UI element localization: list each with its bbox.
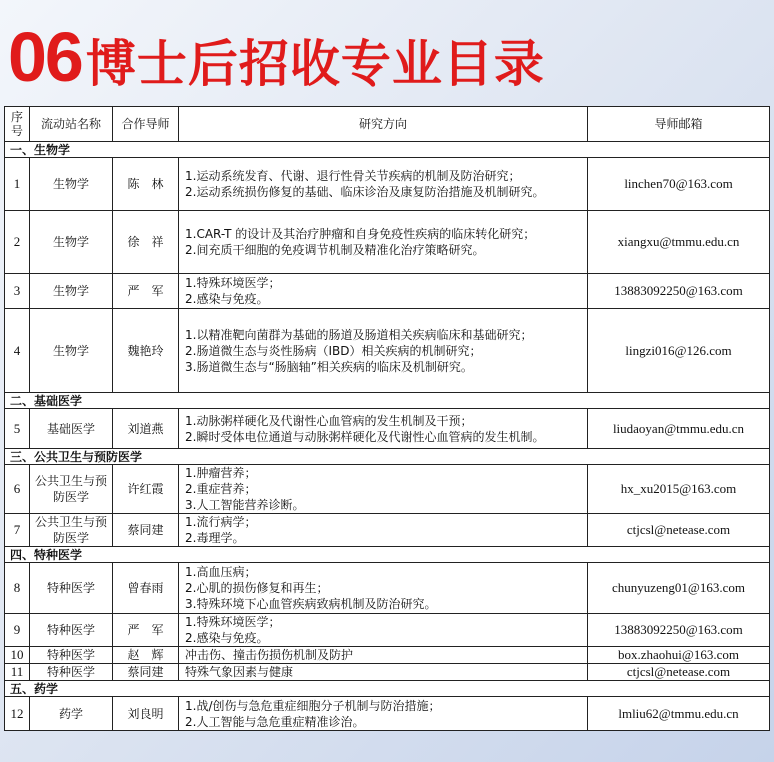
- row-station: 生物学: [30, 274, 113, 309]
- row-directions: [179, 309, 588, 393]
- row-advisor: 刘良明: [113, 697, 179, 731]
- row-station: 药学: [30, 697, 113, 731]
- row-index: 12: [5, 697, 30, 731]
- row-index: 11: [5, 664, 30, 681]
- direction-line: 1.战/创伤与急危重症细胞分子机制与防治措施；: [185, 698, 441, 713]
- direction-line: 3.特殊环境下心血管疾病致病机制及防治研究。: [185, 597, 437, 611]
- table-row: [5, 514, 770, 547]
- title-text: 博士后招收专业目录: [85, 35, 545, 93]
- table-row: [5, 211, 770, 274]
- row-email: ctjcsl@netease.com: [588, 514, 770, 547]
- catalog-table: [4, 106, 770, 731]
- direction-line: 2.间充质干细胞的免疫调节机制及精准化治疗策略研究。: [185, 243, 485, 257]
- section-row: [5, 449, 770, 465]
- row-directions: [179, 274, 588, 309]
- row-station: 特种医学: [30, 647, 113, 664]
- page-title: [8, 18, 545, 102]
- row-directions: [179, 647, 588, 664]
- row-advisor: 蔡同建: [113, 514, 179, 547]
- direction-line: 2.肠道微生态与炎性肠病（IBD）相关疾病的机制研究；: [185, 343, 482, 358]
- header-email: 导师邮箱: [588, 107, 770, 142]
- row-index: 7: [5, 514, 30, 547]
- direction-line: 1.肿瘤营养；: [185, 466, 257, 480]
- row-advisor: 陈 林: [113, 158, 179, 211]
- row-advisor: 徐 祥: [113, 211, 179, 274]
- direction-line: 2.人工智能与急危重症精准诊治。: [185, 714, 365, 729]
- row-advisor: 严 军: [113, 274, 179, 309]
- row-directions: [179, 614, 588, 647]
- row-directions: [179, 697, 588, 731]
- row-index: 9: [5, 614, 30, 647]
- direction-line: 1.特殊环境医学；: [185, 615, 281, 629]
- table-row: [5, 465, 770, 514]
- direction-line: 2.感染与免疫。: [185, 292, 269, 306]
- direction-line: 2.重症营养；: [185, 482, 257, 496]
- table-row: [5, 309, 770, 393]
- section-row: [5, 681, 770, 697]
- direction-line: 2.心肌的损伤修复和再生；: [185, 581, 329, 595]
- row-station: 生物学: [30, 211, 113, 274]
- row-station: 特种医学: [30, 563, 113, 614]
- row-index: 10: [5, 647, 30, 664]
- header-index: 序号: [5, 107, 30, 142]
- row-advisor: 蔡同建: [113, 664, 179, 681]
- row-directions: [179, 158, 588, 211]
- row-advisor: 刘道燕: [113, 409, 179, 449]
- row-email: liudaoyan@tmmu.edu.cn: [588, 409, 770, 449]
- direction-line: 1.特殊环境医学；: [185, 276, 281, 290]
- row-email: linchen70@163.com: [588, 158, 770, 211]
- direction-line: 1.运动系统发育、代谢、退行性骨关节疾病的机制及防治研究；: [185, 169, 521, 183]
- row-advisor: 许红霞: [113, 465, 179, 514]
- direction-line: 2.毒理学。: [185, 531, 245, 545]
- row-station: 特种医学: [30, 614, 113, 647]
- row-index: 4: [5, 309, 30, 393]
- header-direction: 研究方向: [179, 107, 588, 142]
- direction-line: 2.运动系统损伤修复的基础、临床诊治及康复防治措施及机制研究。: [185, 185, 545, 199]
- row-email: chunyuzeng01@163.com: [588, 563, 770, 614]
- row-directions: [179, 514, 588, 547]
- direction-line: 1.高血压病；: [185, 565, 257, 579]
- direction-line: 1.动脉粥样硬化及代谢性心血管病的发生机制及干预；: [185, 413, 473, 428]
- row-index: 3: [5, 274, 30, 309]
- section-row: [5, 547, 770, 563]
- row-email: xiangxu@tmmu.edu.cn: [588, 211, 770, 274]
- direction-line: 2.瞬时受体电位通道与动脉粥样硬化及代谢性心血管病的发生机制。: [185, 429, 545, 444]
- header-advisor: 合作导师: [113, 107, 179, 142]
- row-index: 5: [5, 409, 30, 449]
- section-title: 四、特种医学: [5, 547, 770, 563]
- row-directions: [179, 211, 588, 274]
- row-index: 6: [5, 465, 30, 514]
- row-station: 公共卫生与预防医学: [30, 465, 113, 514]
- row-email: 13883092250@163.com: [588, 614, 770, 647]
- row-station: 基础医学: [30, 409, 113, 449]
- direction-line: 特殊气象因素与健康: [185, 665, 294, 679]
- row-advisor: 赵 辉: [113, 647, 179, 664]
- row-email: lingzi016@126.com: [588, 309, 770, 393]
- title-number: 06: [8, 18, 82, 96]
- row-advisor: 魏艳玲: [113, 309, 179, 393]
- row-station: 公共卫生与预防医学: [30, 514, 113, 547]
- section-title: 二、基础医学: [5, 393, 770, 409]
- row-directions: [179, 664, 588, 681]
- row-station: 生物学: [30, 309, 113, 393]
- row-index: 8: [5, 563, 30, 614]
- row-email: 13883092250@163.com: [588, 274, 770, 309]
- direction-line: 3.肠道微生态与“肠脑轴”相关疾病的临床及机制研究。: [185, 359, 473, 374]
- table-row: [5, 158, 770, 211]
- table-row: [5, 647, 770, 664]
- section-title: 三、公共卫生与预防医学: [5, 449, 770, 465]
- row-directions: [179, 563, 588, 614]
- header-station: 流动站名称: [30, 107, 113, 142]
- row-directions: [179, 409, 588, 449]
- table-row: [5, 614, 770, 647]
- row-index: 2: [5, 211, 30, 274]
- direction-line: 3.人工智能营养诊断。: [185, 498, 305, 512]
- section-title: 一、生物学: [5, 142, 770, 158]
- direction-line: 冲击伤、撞击伤损伤机制及防护: [185, 648, 354, 662]
- row-directions: [179, 465, 588, 514]
- table-row: [5, 664, 770, 681]
- row-advisor: 严 军: [113, 614, 179, 647]
- row-index: 1: [5, 158, 30, 211]
- table-body: [5, 142, 770, 731]
- row-station: 特种医学: [30, 664, 113, 681]
- table-row: [5, 409, 770, 449]
- direction-line: 1.CAR-T 的设计及其治疗肿瘤和自身免疫性疾病的临床转化研究；: [185, 227, 536, 241]
- row-email: box.zhaohui@163.com: [588, 647, 770, 664]
- row-email: hx_xu2015@163.com: [588, 465, 770, 514]
- section-title: 五、药学: [5, 681, 770, 697]
- table-row: [5, 697, 770, 731]
- direction-line: 1.以精准靶向菌群为基础的肠道及肠道相关疾病临床和基础研究；: [185, 327, 533, 342]
- table-header-row: [5, 107, 770, 142]
- row-email: ctjcsl@netease.com: [588, 664, 770, 681]
- section-row: [5, 393, 770, 409]
- direction-line: 1.流行病学；: [185, 515, 257, 529]
- direction-line: 2.感染与免疫。: [185, 631, 269, 645]
- table-row: [5, 274, 770, 309]
- section-row: [5, 142, 770, 158]
- row-advisor: 曾春雨: [113, 563, 179, 614]
- row-email: lmliu62@tmmu.edu.cn: [588, 697, 770, 731]
- row-station: 生物学: [30, 158, 113, 211]
- table-row: [5, 563, 770, 614]
